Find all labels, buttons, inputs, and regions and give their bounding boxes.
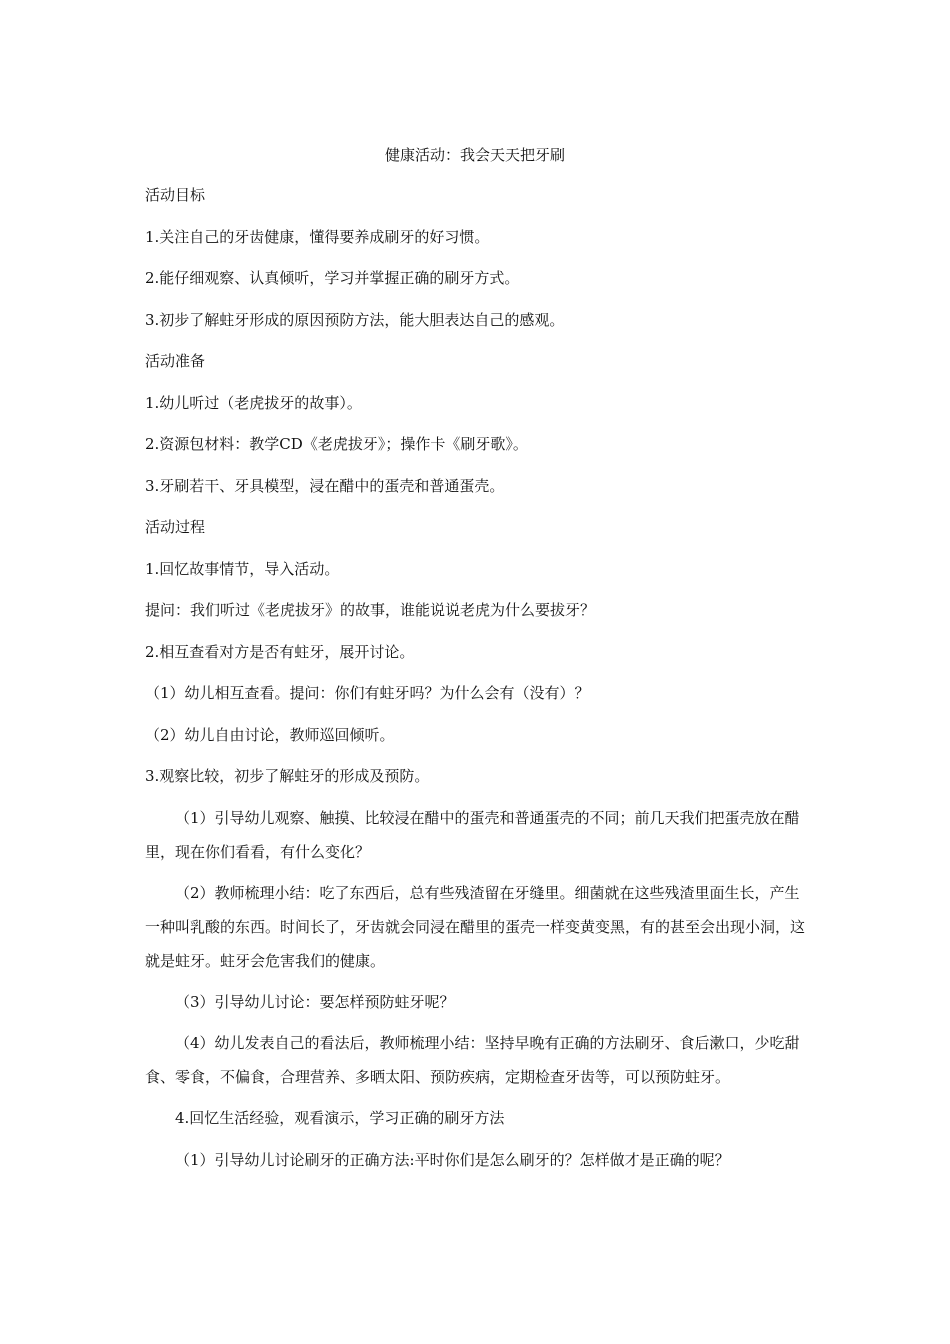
- paragraph: 3.牙刷若干、牙具模型，浸在醋中的蛋壳和普通蛋壳。: [145, 476, 505, 495]
- paragraph: （2）幼儿自由讨论，教师巡回倾听。: [145, 725, 395, 744]
- paragraph: 1.回忆故事情节，导入活动。: [145, 559, 340, 578]
- paragraph: 3.初步了解蛀牙形成的原因预防方法，能大胆表达自己的感观。: [145, 310, 565, 329]
- paragraph: 2.资源包材料：教学CD《老虎拔牙》；操作卡《刷牙歌》。: [145, 435, 528, 453]
- paragraph: 1.关注自己的牙齿健康，懂得要养成刷牙的好习惯。: [145, 227, 490, 246]
- paragraph: （3）引导幼儿讨论：要怎样预防蛀牙呢？: [175, 992, 455, 1011]
- paragraph: （4）幼儿发表自己的看法后，教师梳理小结：坚持早晚有正确的方法刷牙、食后漱口，少吃甜食、零食，不偏食，合理营养、多晒太阳、预防疾病，定期检查牙齿等，可以预防蛀牙。: [145, 1034, 800, 1086]
- paragraph: 4.回忆生活经验，观看演示，学习正确的刷牙方法: [175, 1109, 505, 1127]
- section-heading-preparation: 活动准备: [145, 352, 206, 370]
- paragraph: 2.相互查看对方是否有蛀牙，展开讨论。: [145, 642, 415, 661]
- paragraph: （1）幼儿相互查看。提问：你们有蛀牙吗？为什么会有（没有）？: [145, 684, 590, 702]
- paragraph: 3.观察比较，初步了解蛀牙的形成及预防。: [145, 767, 430, 785]
- paragraph: 提问：我们听过《老虎拔牙》的故事，谁能说说老虎为什么要拔牙？: [145, 601, 596, 619]
- paragraph: 2.能仔细观察、认真倾听，学习并掌握正确的刷牙方式。: [145, 269, 520, 287]
- paragraph: 1.幼儿听过（老虎拔牙的故事）。: [145, 393, 362, 412]
- section-heading-process: 活动过程: [145, 518, 206, 536]
- paragraph: （1）引导幼儿讨论刷牙的正确方法:平时你们是怎么刷牙的？怎样做才是正确的呢？: [175, 1150, 730, 1169]
- paragraph: （2）教师梳理小结：吃了东西后，总有些残渣留在牙缝里。细菌就在这些残渣里面生长，产生一种叫乳酸的东西。时间长了，牙齿就会同浸在醋里的蛋壳一样变黄变黑，有的甚至会出现小洞，这就是蛀牙。蛀牙会危害我们的健康。: [145, 883, 806, 970]
- document-title: 健康活动：我会天天把牙刷: [384, 146, 565, 164]
- section-heading-goals: 活动目标: [145, 186, 206, 204]
- document-body: [145, 184, 807, 1190]
- paragraph: （1）引导幼儿观察、触摸、比较浸在醋中的蛋壳和普通蛋壳的不同；前几天我们把蛋壳放在醋里，现在你们看看，有什么变化？: [145, 808, 800, 861]
